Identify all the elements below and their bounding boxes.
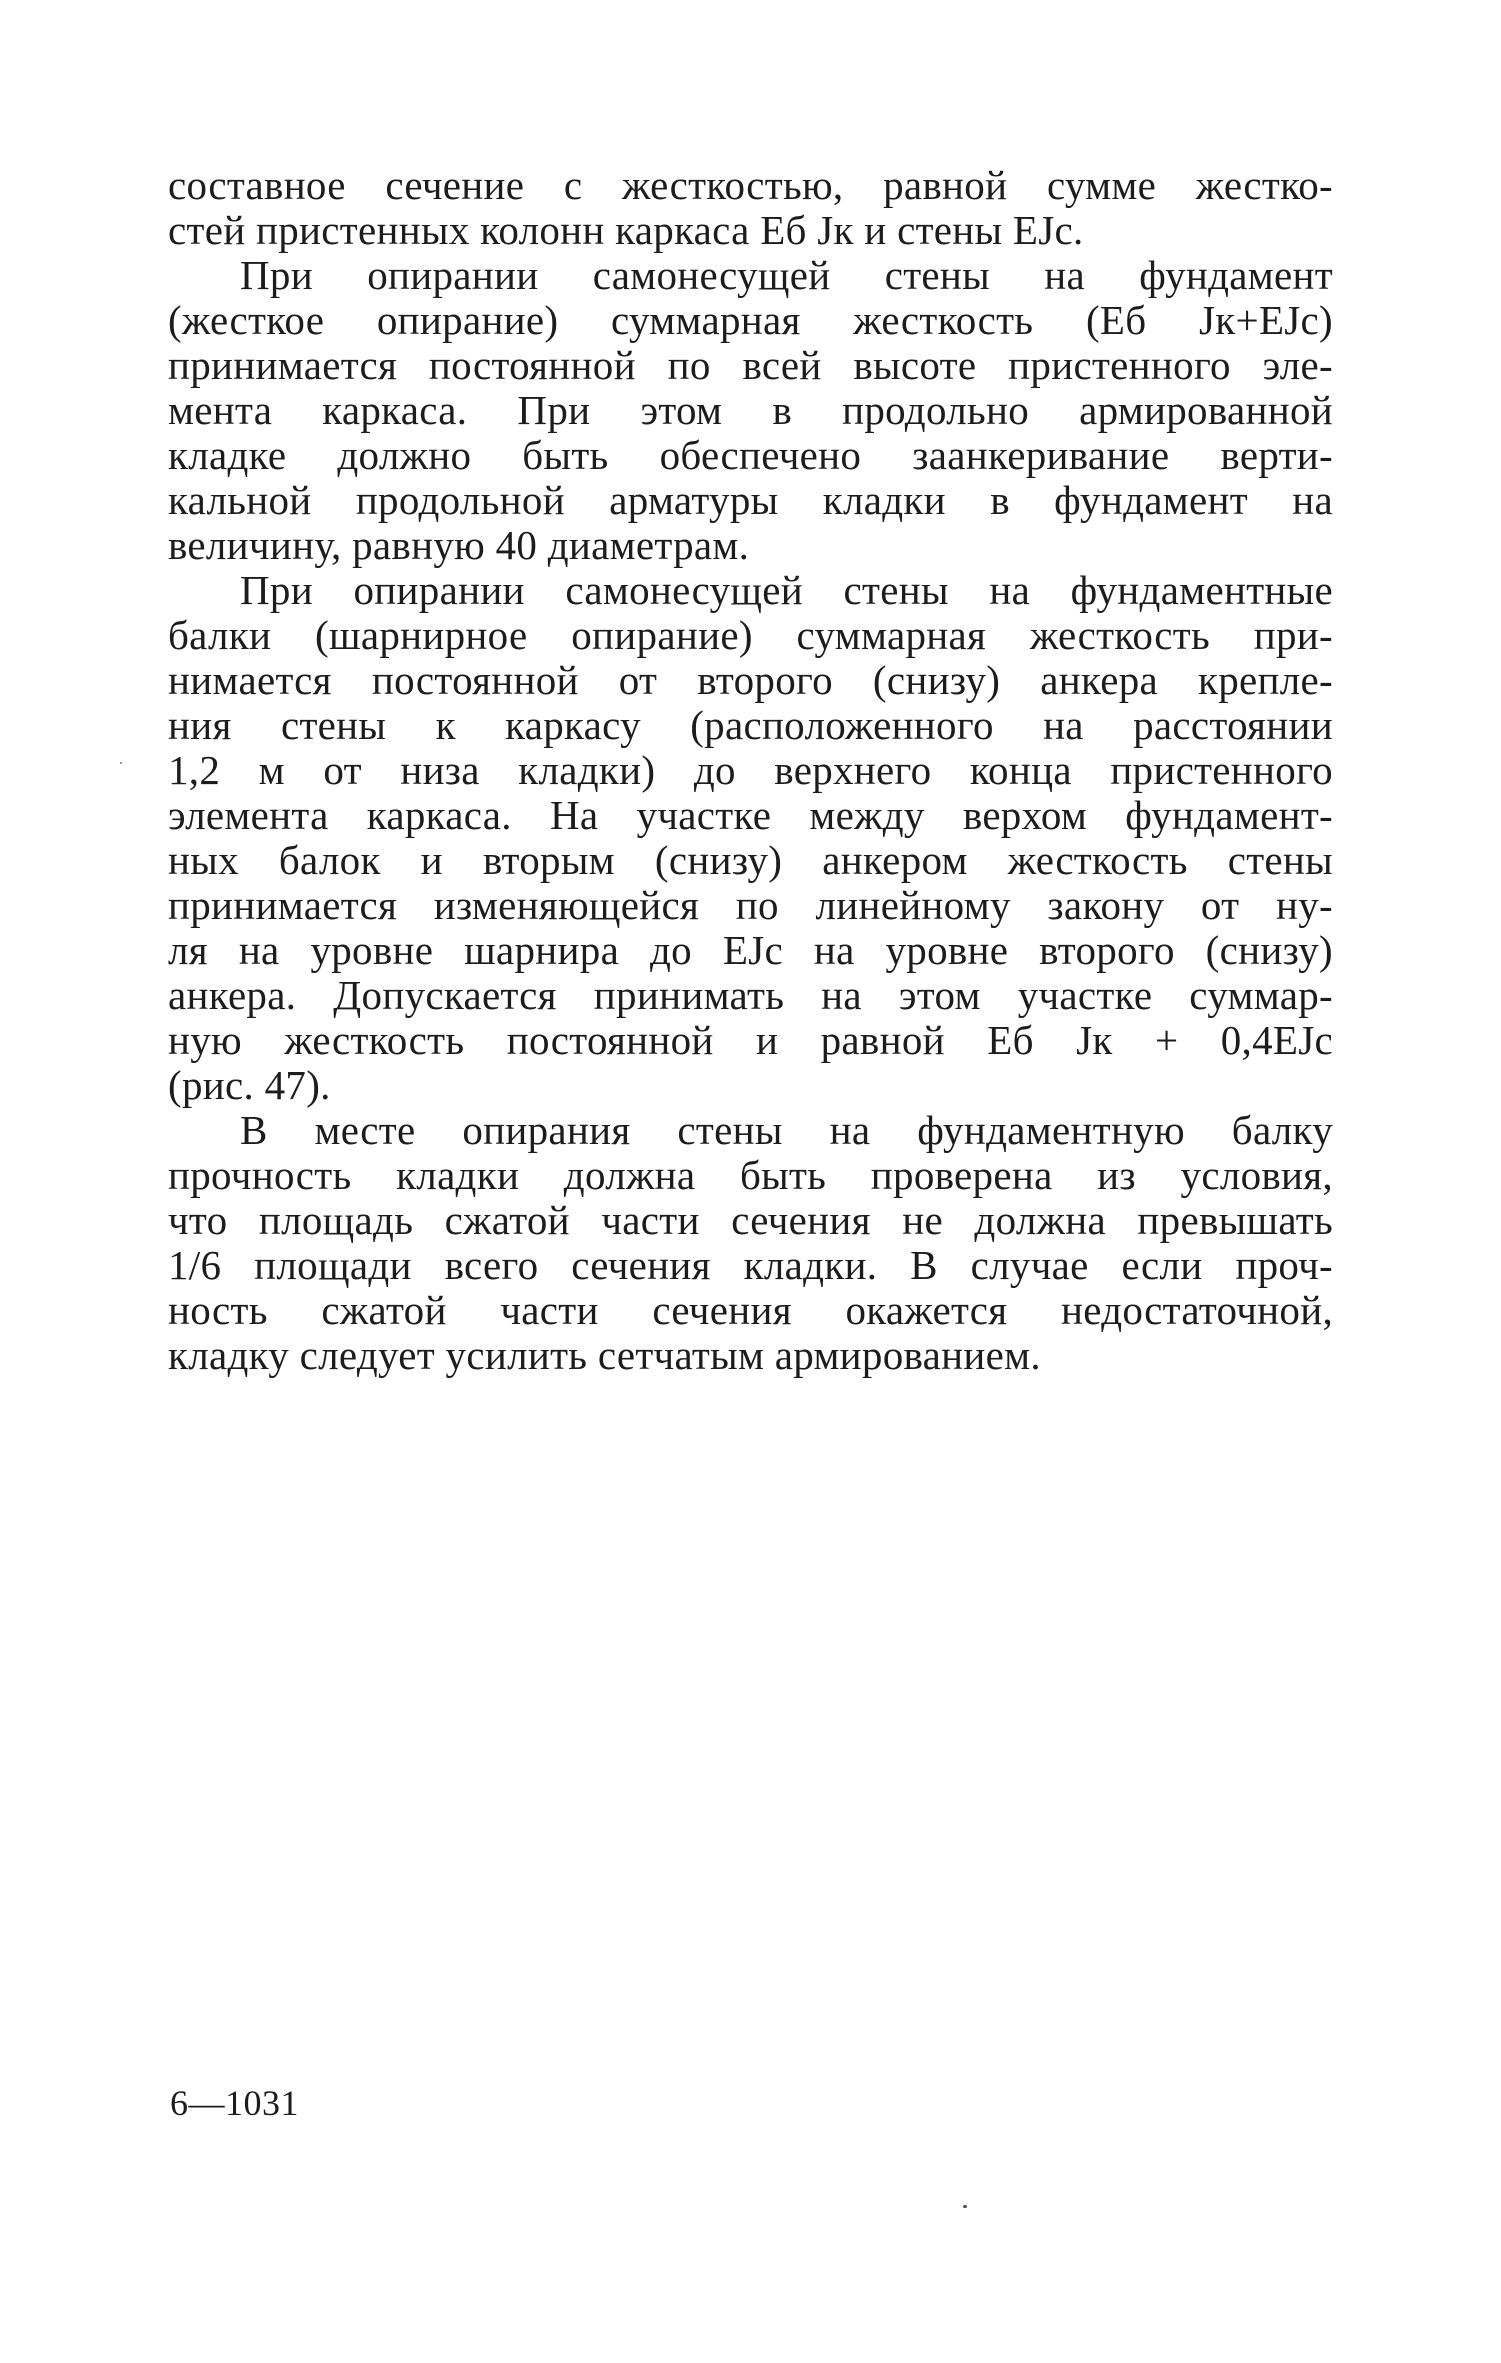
text-line: принимается постоянной по всей высоте пристенного эле-	[168, 342, 1333, 388]
text-line: ля на уровне шарнира до EJc на уровне второго (снизу)	[168, 927, 1333, 973]
text-line: кладку следует усилить сетчатым армированием.	[168, 1332, 1041, 1378]
text-line: ную жесткость постоянной и равной Eб Jк + 0,4EJc	[168, 1017, 1333, 1063]
text-line: принимается изменяющейся по линейному закону от ну-	[168, 882, 1333, 928]
text-line: ность сжатой части сечения окажется недостаточной,	[168, 1287, 1333, 1333]
text-line: ных балок и вторым (снизу) анкером жесткость стены	[168, 837, 1333, 883]
text-line: кладке должно быть обеспечено заанкеривание верти-	[168, 432, 1333, 478]
text-line: составное сечение с жесткостью, равной сумме жестко-	[168, 162, 1333, 208]
body-text	[168, 163, 1333, 1378]
text-line: При опирании самонесущей стены на фундаментные	[240, 567, 1333, 613]
print-speck	[120, 762, 122, 764]
signature-mark: 6—1031	[170, 2083, 299, 2123]
text-line: 1,2 м от низа кладки) до верхнего конца пристенного	[168, 747, 1333, 793]
text-line: прочность кладки должна быть проверена из условия,	[168, 1152, 1333, 1198]
text-line: ния стены к каркасу (расположенного на расстоянии	[168, 702, 1333, 748]
text-line: (жесткое опирание) суммарная жесткость (Eб Jк+EJc)	[168, 297, 1333, 343]
text-line: что площадь сжатой части сечения не должна превышать	[168, 1197, 1333, 1243]
text-line: 1/6 площади всего сечения кладки. В случае если проч-	[168, 1242, 1333, 1288]
text-line: (рис. 47).	[168, 1062, 331, 1108]
text-line: стей пристенных колонн каркаса Eб Jк и стены EJc.	[168, 207, 1084, 253]
text-line: величину, равную 40 диаметрам.	[168, 522, 750, 568]
text-line: кальной продольной арматуры кладки в фундамент на	[168, 477, 1333, 523]
text-line: В месте опирания стены на фундаментную балку	[240, 1107, 1333, 1153]
text-line: При опирании самонесущей стены на фундамент	[240, 252, 1333, 298]
text-line: балки (шарнирное опирание) суммарная жесткость при-	[168, 612, 1333, 658]
text-line: нимается постоянной от второго (снизу) анкера крепле-	[168, 657, 1333, 703]
print-speck	[963, 2205, 967, 2208]
text-line: анкера. Допускается принимать на этом участке суммар-	[168, 972, 1333, 1018]
text-line: мента каркаса. При этом в продольно армированной	[168, 387, 1333, 433]
text-line: элемента каркаса. На участке между верхом фундамент-	[168, 792, 1333, 838]
